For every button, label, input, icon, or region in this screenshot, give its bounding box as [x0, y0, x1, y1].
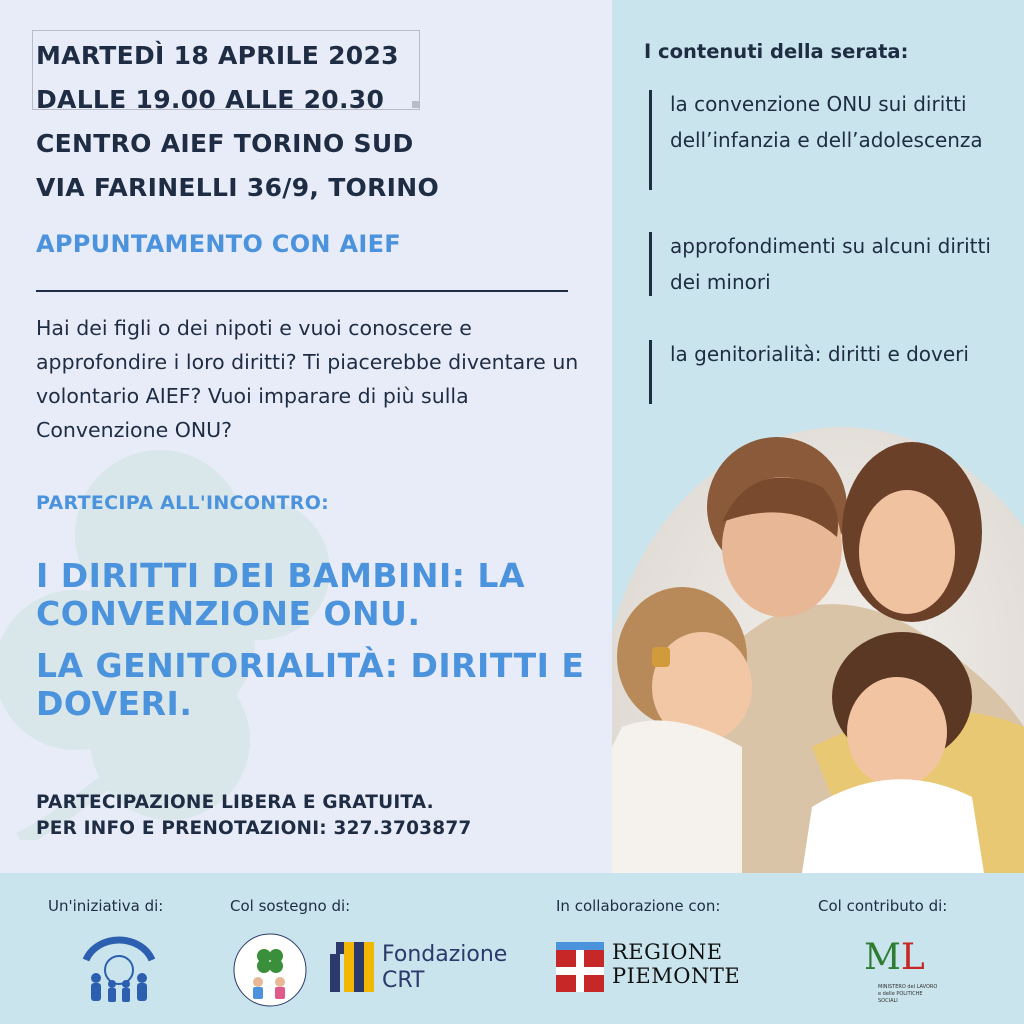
fondazione-crt-logo[interactable] [330, 940, 520, 994]
content-item-text: la genitorialità: diritti e doveri [670, 342, 969, 366]
title-children-rights: I DIRITTI DEI BAMBINI: LA CONVENZIONE ONU. [36, 556, 525, 633]
sponsor-label-initiative: Un'iniziativa di: [48, 897, 164, 915]
event-address: VIA FARINELLI 36/9, TORINO [36, 173, 440, 202]
regione-piemonte-logo[interactable] [556, 940, 741, 994]
bullet-bar [649, 90, 652, 190]
subtitle: APPUNTAMENTO CON AIEF [36, 230, 401, 258]
bullet-bar [649, 340, 652, 404]
content-item-text: approfondimenti su alcuni diritti dei minori [670, 234, 991, 294]
sponsor-label-contribution: Col contributo di: [818, 897, 948, 915]
intro-text: Hai dei figli o dei nipoti e vuoi conoscere e approfondire i loro diritti? Ti piacerebbe diventare un volontario AIEF? Vuoi imparare di più sulla Convenzione ONU? [36, 316, 579, 442]
piemonte-flag-icon [556, 942, 604, 992]
ministero-text: MINISTERO del LAVORO e delle POLITICHE SOCIALI [878, 984, 938, 1004]
aief-family-logo-icon[interactable] [74, 930, 164, 1008]
participation-note [36, 790, 471, 842]
sponsor-label-collaboration: In collaborazione con: [556, 897, 721, 915]
event-time: DALLE 19.00 ALLE 20.30 [36, 85, 385, 114]
content-item [644, 336, 1014, 372]
event-date: MARTEDÌ 18 APRILE 2023 [36, 41, 399, 70]
crt-name [382, 942, 507, 994]
regione-name [612, 940, 740, 988]
regione-line1: REGIONE [612, 940, 723, 964]
aief-clover-logo-icon[interactable] [230, 930, 310, 1010]
crt-line2: CRT [382, 968, 425, 993]
divider [36, 290, 568, 292]
regione-line2: PIEMONTE [612, 964, 741, 988]
ministero-monogram: ML [864, 937, 925, 978]
crt-logo-mark-icon [330, 942, 374, 992]
participation-free: PARTECIPAZIONE LIBERA E GRATUITA. [36, 792, 434, 813]
event-info [36, 34, 439, 210]
cta-heading: PARTECIPA ALL'INCONTRO: [36, 492, 330, 514]
info-phone: PER INFO E PRENOTAZIONI: 327.3703877 [36, 818, 472, 839]
sponsor-label-support: Col sostegno di: [230, 897, 351, 915]
event-venue: CENTRO AIEF TORINO SUD [36, 129, 414, 158]
title-parenthood: LA GENITORIALITÀ: DIRITTI E DOVERI. [36, 646, 585, 723]
content-item [644, 86, 1014, 158]
bullet-bar [649, 232, 652, 296]
family-photo [612, 427, 1024, 873]
ministero-lavoro-logo[interactable] [856, 938, 936, 1010]
contents-heading: I contenuti della serata: [644, 40, 909, 63]
content-item-text: la convenzione ONU sui diritti dell’infanzia e dell’adolescenza [670, 92, 983, 152]
content-item [644, 228, 1014, 300]
crt-line1: Fondazione [382, 942, 508, 967]
